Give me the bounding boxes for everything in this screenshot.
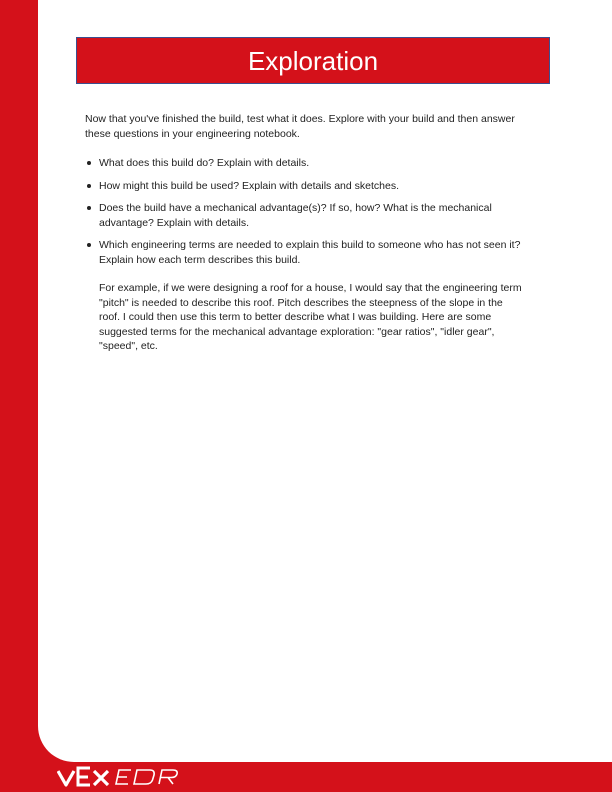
logo-letter-d-outline: [134, 770, 154, 784]
question-list: [85, 156, 540, 267]
vex-edr-logo-icon: [57, 764, 197, 788]
example-paragraph: For example, if we were designing a roof for a house, I would say that the engineering term "pitch" is needed to describe this roof. Pitch describes the steepness of the slope in the roof. I could then use this term to better describe what I was building. Here are some suggested terms for the mechanical advantage exploration: "gear ratios", "idler gear", "speed", etc.: [99, 282, 522, 352]
title-banner: [76, 37, 550, 84]
bullet-icon: [87, 184, 91, 188]
list-item: [85, 238, 540, 267]
list-item-text: How might this build be used? Explain with details and sketches.: [99, 179, 399, 192]
list-item-text: Which engineering terms are needed to explain this build to someone who has not seen it? Explain how each term describes this build.: [99, 239, 521, 266]
list-item-text: What does this build do? Explain with details.: [99, 157, 310, 169]
logo-letter-e-outline: [116, 770, 131, 784]
logo-letter-x: [94, 771, 108, 785]
logo-letter-r-outline: [159, 770, 177, 784]
intro-paragraph: Now that you've finished the build, test what it does. Explore with your build and then answer these questions in your engineering notebook.: [85, 113, 515, 140]
content-body: [85, 112, 540, 354]
logo-letter-e: [78, 768, 90, 785]
list-item-text: Does the build have a mechanical advantage(s)? If so, how? What is the mechanical advantage? Explain with details.: [99, 202, 492, 229]
list-item: [85, 179, 540, 194]
bullet-icon: [87, 206, 91, 210]
bullet-icon: [87, 161, 91, 165]
page-title: Exploration: [247, 45, 379, 76]
list-item: [85, 201, 540, 230]
bullet-icon: [87, 243, 91, 247]
logo-letter-v: [58, 771, 74, 785]
list-item: [85, 156, 540, 171]
